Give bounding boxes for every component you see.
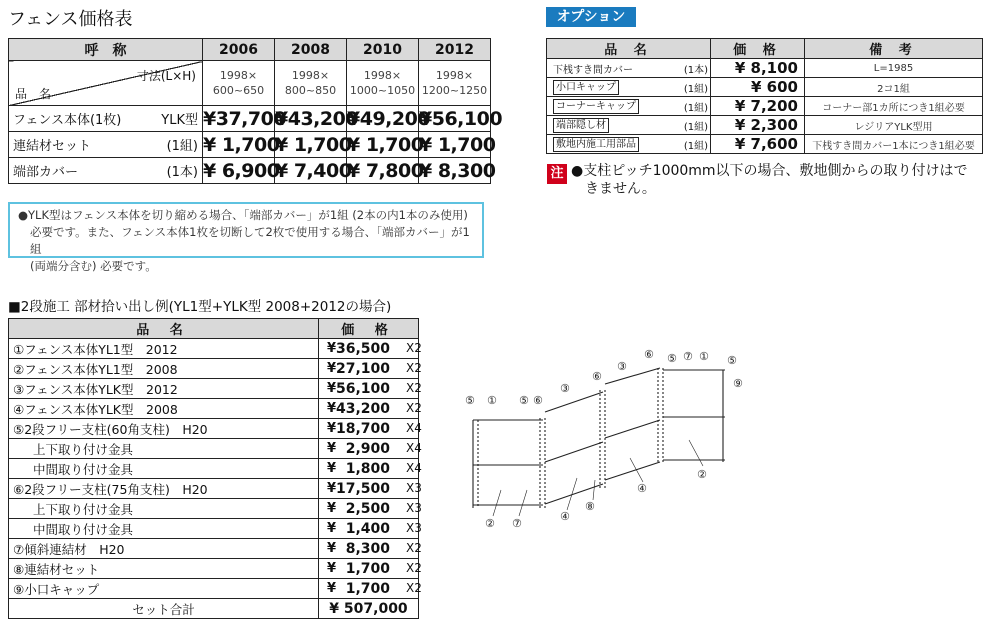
price-cell: ¥49,200 — [347, 107, 431, 130]
parts-row-price — [319, 379, 422, 399]
parts-row-name: ⑨小口キャップ — [9, 579, 319, 599]
option-row — [547, 97, 983, 116]
option-price: ¥ 7,200 — [711, 97, 805, 116]
price-value: 1,700 — [345, 561, 390, 577]
option-price: ¥ 600 — [711, 78, 805, 97]
option-name: 端部隠し材 — [547, 116, 665, 135]
parts-row — [9, 479, 419, 499]
dim-cell: 1998× 800~850 — [275, 61, 347, 106]
diagram-label: ⑦ — [512, 517, 522, 530]
size-label: 寸法(L×H) — [136, 69, 196, 83]
price-value: 27,100 — [335, 361, 390, 377]
note-box — [8, 202, 484, 273]
parts-row — [9, 579, 419, 599]
fence-row-label: 連結材セット (1組) — [9, 132, 203, 158]
quantity: X2 — [406, 561, 422, 575]
parts-row-price — [319, 459, 422, 479]
price-cell: ¥ 1,700 — [275, 133, 352, 156]
fence-row — [9, 106, 491, 132]
price-value: 1,800 — [345, 461, 390, 477]
parts-row — [9, 379, 419, 399]
yen-mark: ¥ — [327, 541, 337, 556]
diagram-label: ③ — [560, 382, 570, 395]
price-cell: ¥56,100 — [419, 107, 503, 130]
price-cell: ¥ 1,700 — [419, 133, 496, 156]
option-row — [547, 59, 983, 78]
parts-row-name: ①フェンス本体YL1型 2012 — [9, 339, 319, 359]
yen-mark: ¥ — [327, 441, 337, 456]
fence-row-label: 端部カバー (1本) — [9, 158, 203, 184]
quantity: X3 — [406, 521, 422, 535]
parts-row-name: ⑦傾斜連結材 H20 — [9, 539, 319, 559]
parts-row-name: 中間取り付け金具 — [9, 459, 319, 479]
diagram-label: ① — [487, 394, 497, 407]
yen-mark: ¥ — [327, 461, 337, 476]
option-unit: (1本) — [665, 59, 711, 78]
yen-mark: ¥ — [327, 581, 337, 596]
option-remark: コーナー部1カ所につき1組必要 — [805, 97, 983, 116]
price-cell: ¥ 7,800 — [347, 159, 424, 182]
option-price: ¥ 7,600 — [711, 135, 805, 154]
quantity: X2 — [406, 361, 422, 375]
dim-cell: 1998× 1000~1050 — [347, 61, 419, 106]
parts-row-price — [319, 479, 422, 499]
price-value: 18,700 — [335, 421, 390, 437]
option-unit: (1組) — [665, 135, 711, 154]
parts-row-price — [319, 539, 422, 559]
diagram-label: ② — [697, 468, 707, 481]
opt-header-remark: 備 考 — [805, 39, 983, 59]
fence-header-year: 2006 — [203, 39, 275, 61]
parts-row-name: 上下取り付け金具 — [9, 499, 319, 519]
yen-mark: ¥ — [327, 521, 337, 536]
diagram-label: ⑦ — [683, 350, 693, 363]
parts-row — [9, 439, 419, 459]
parts-row — [9, 459, 419, 479]
price-cell: ¥ 1,700 — [347, 133, 424, 156]
option-name: 下桟すき間カバー — [547, 59, 665, 78]
parts-row-name: ③フェンス本体YLK型 2012 — [9, 379, 319, 399]
note-line: (両端分含む) 必要です。 — [30, 259, 157, 273]
caution-badge: 注 — [547, 164, 567, 184]
options-label: オプション — [546, 7, 636, 27]
diagram-label: ⑨ — [733, 377, 743, 390]
diagram-label: ④ — [560, 510, 570, 523]
dim-cell: 1998× 1200~1250 — [419, 61, 491, 106]
option-remark: 2コ1組 — [805, 78, 983, 97]
fence-assembly-diagram — [455, 340, 755, 540]
fence-header-year: 2008 — [275, 39, 347, 61]
option-name: 小口キャップ — [547, 78, 665, 97]
option-row — [547, 135, 983, 154]
fence-table-title: フェンス価格表 — [8, 9, 133, 30]
fence-row — [9, 158, 491, 184]
parts-title: ■2段施工 部材拾い出し例(YL1型+YLK型 2008+2012の場合) — [8, 299, 392, 315]
diagram-label: ③ — [617, 360, 627, 373]
diagram-label: ⑤ — [667, 352, 677, 365]
price-value: 8,300 — [345, 541, 390, 557]
option-unit: (1組) — [665, 116, 711, 135]
parts-row-name: ④フェンス本体YLK型 2008 — [9, 399, 319, 419]
price-value: 2,900 — [345, 441, 390, 457]
parts-row-name: ⑥2段フリー支柱(75角支柱) H20 — [9, 479, 319, 499]
item-label: 品 名 — [15, 87, 52, 101]
parts-row-name: ⑤2段フリー支柱(60角支柱) H20 — [9, 419, 319, 439]
diagram-label: ② — [485, 517, 495, 530]
fence-header-year: 2012 — [419, 39, 491, 61]
note-line: 必要です。また、フェンス本体1枚を切断して2枚で使用する場合、「端部カバー」が1組 — [30, 225, 470, 256]
opt-header-name: 品 名 — [547, 39, 711, 59]
option-price: ¥ 8,100 — [711, 59, 805, 78]
fence-price-table — [8, 38, 503, 184]
price-cell: ¥ 6,900 — [203, 159, 280, 182]
quantity: X3 — [406, 481, 422, 495]
diagram-label: ⑤ — [465, 394, 475, 407]
parts-row — [9, 499, 419, 519]
parts-row — [9, 359, 419, 379]
yen-mark: ¥ — [327, 561, 337, 576]
parts-row-price — [319, 519, 422, 539]
parts-row — [9, 419, 419, 439]
quantity: X2 — [406, 381, 422, 395]
parts-row-name: 上下取り付け金具 — [9, 439, 319, 459]
quantity: X2 — [406, 541, 422, 555]
price-cell: ¥ 1,700 — [203, 133, 280, 156]
price-value: 36,500 — [335, 341, 390, 357]
diagram-label: ⑧ — [585, 500, 595, 513]
yen-mark: ¥ — [327, 381, 337, 396]
parts-row-price — [319, 419, 422, 439]
price-value: 56,100 — [335, 381, 390, 397]
parts-row-name: 中間取り付け金具 — [9, 519, 319, 539]
parts-row-price — [319, 359, 422, 379]
dim-cell: 1998× 600~650 — [203, 61, 275, 106]
option-row — [547, 116, 983, 135]
diagram-label: ① — [699, 350, 709, 363]
yen-mark: ¥ — [327, 501, 337, 516]
price-cell: ¥ 8,300 — [419, 159, 496, 182]
option-unit: (1組) — [665, 78, 711, 97]
parts-row-price — [319, 439, 422, 459]
parts-row-price — [319, 559, 422, 579]
diagram-label: ⑤ — [727, 354, 737, 367]
parts-total-row — [9, 599, 419, 619]
option-name: 敷地内施工用部品 — [547, 135, 665, 154]
parts-row — [9, 339, 419, 359]
diagram-label: ⑤ — [519, 394, 529, 407]
quantity: X4 — [406, 421, 422, 435]
fence-row-label: フェンス本体(1枚) YLK型 — [9, 106, 203, 132]
parts-row-price — [319, 499, 422, 519]
parts-table — [8, 318, 422, 619]
option-remark: 下桟すき間カバー1本につき1組必要 — [805, 135, 983, 154]
price-value: 1,400 — [345, 521, 390, 537]
quantity: X4 — [406, 441, 422, 455]
parts-row-name: ②フェンス本体YL1型 2008 — [9, 359, 319, 379]
total-label: セット合計 — [9, 599, 319, 619]
parts-row-name: ⑧連結材セット — [9, 559, 319, 579]
quantity: X2 — [406, 401, 422, 415]
yen-mark: ¥ — [327, 341, 337, 356]
yen-mark: ¥ — [327, 481, 337, 496]
fence-header-name: 呼 称 — [9, 39, 203, 61]
caution-text: ●支柱ピッチ1000mm以下の場合、敷地側からの取り付けはで きません。 — [571, 163, 968, 197]
parts-header-name: 品 名 — [9, 319, 319, 339]
quantity: X2 — [406, 581, 422, 595]
price-value: 43,200 — [335, 401, 390, 417]
option-price: ¥ 2,300 — [711, 116, 805, 135]
fence-row — [9, 132, 491, 158]
parts-row-price — [319, 399, 422, 419]
quantity: X3 — [406, 501, 422, 515]
diagram-label: ⑥ — [592, 370, 602, 383]
parts-row — [9, 559, 419, 579]
option-remark: レジリアYLK型用 — [805, 116, 983, 135]
quantity: X2 — [406, 341, 422, 355]
price-value: 2,500 — [345, 501, 390, 517]
opt-header-price: 価 格 — [711, 39, 805, 59]
option-unit: (1組) — [665, 97, 711, 116]
price-value: 1,700 — [345, 581, 390, 597]
option-name: コーナーキャップ — [547, 97, 665, 116]
parts-header-price: 価 格 — [319, 319, 419, 339]
fence-dim-header — [9, 61, 203, 106]
yen-mark: ¥ — [327, 361, 337, 376]
fence-header-year: 2010 — [347, 39, 419, 61]
diagram-label: ⑥ — [644, 348, 654, 361]
price-value: 17,500 — [335, 481, 390, 497]
price-cell: ¥ 7,400 — [275, 159, 352, 182]
parts-row — [9, 539, 419, 559]
option-row — [547, 78, 983, 97]
price-cell: ¥37,700 — [203, 107, 287, 130]
quantity: X4 — [406, 461, 422, 475]
total-price: ¥ 507,000 — [319, 599, 419, 619]
parts-row-price — [319, 579, 422, 599]
note-line: ●YLK型はフェンス本体を切り縮める場合、「端部カバー」が1組 (2本の内1本のみ使用) — [18, 208, 468, 222]
option-remark: L=1985 — [805, 59, 983, 78]
diagram-label: ⑥ — [533, 394, 543, 407]
parts-row — [9, 399, 419, 419]
price-cell: ¥43,200 — [275, 107, 359, 130]
yen-mark: ¥ — [327, 401, 337, 416]
options-table — [546, 38, 983, 154]
diagram-label: ④ — [637, 482, 647, 495]
parts-row — [9, 519, 419, 539]
yen-mark: ¥ — [327, 421, 337, 436]
parts-row-price — [319, 339, 422, 359]
